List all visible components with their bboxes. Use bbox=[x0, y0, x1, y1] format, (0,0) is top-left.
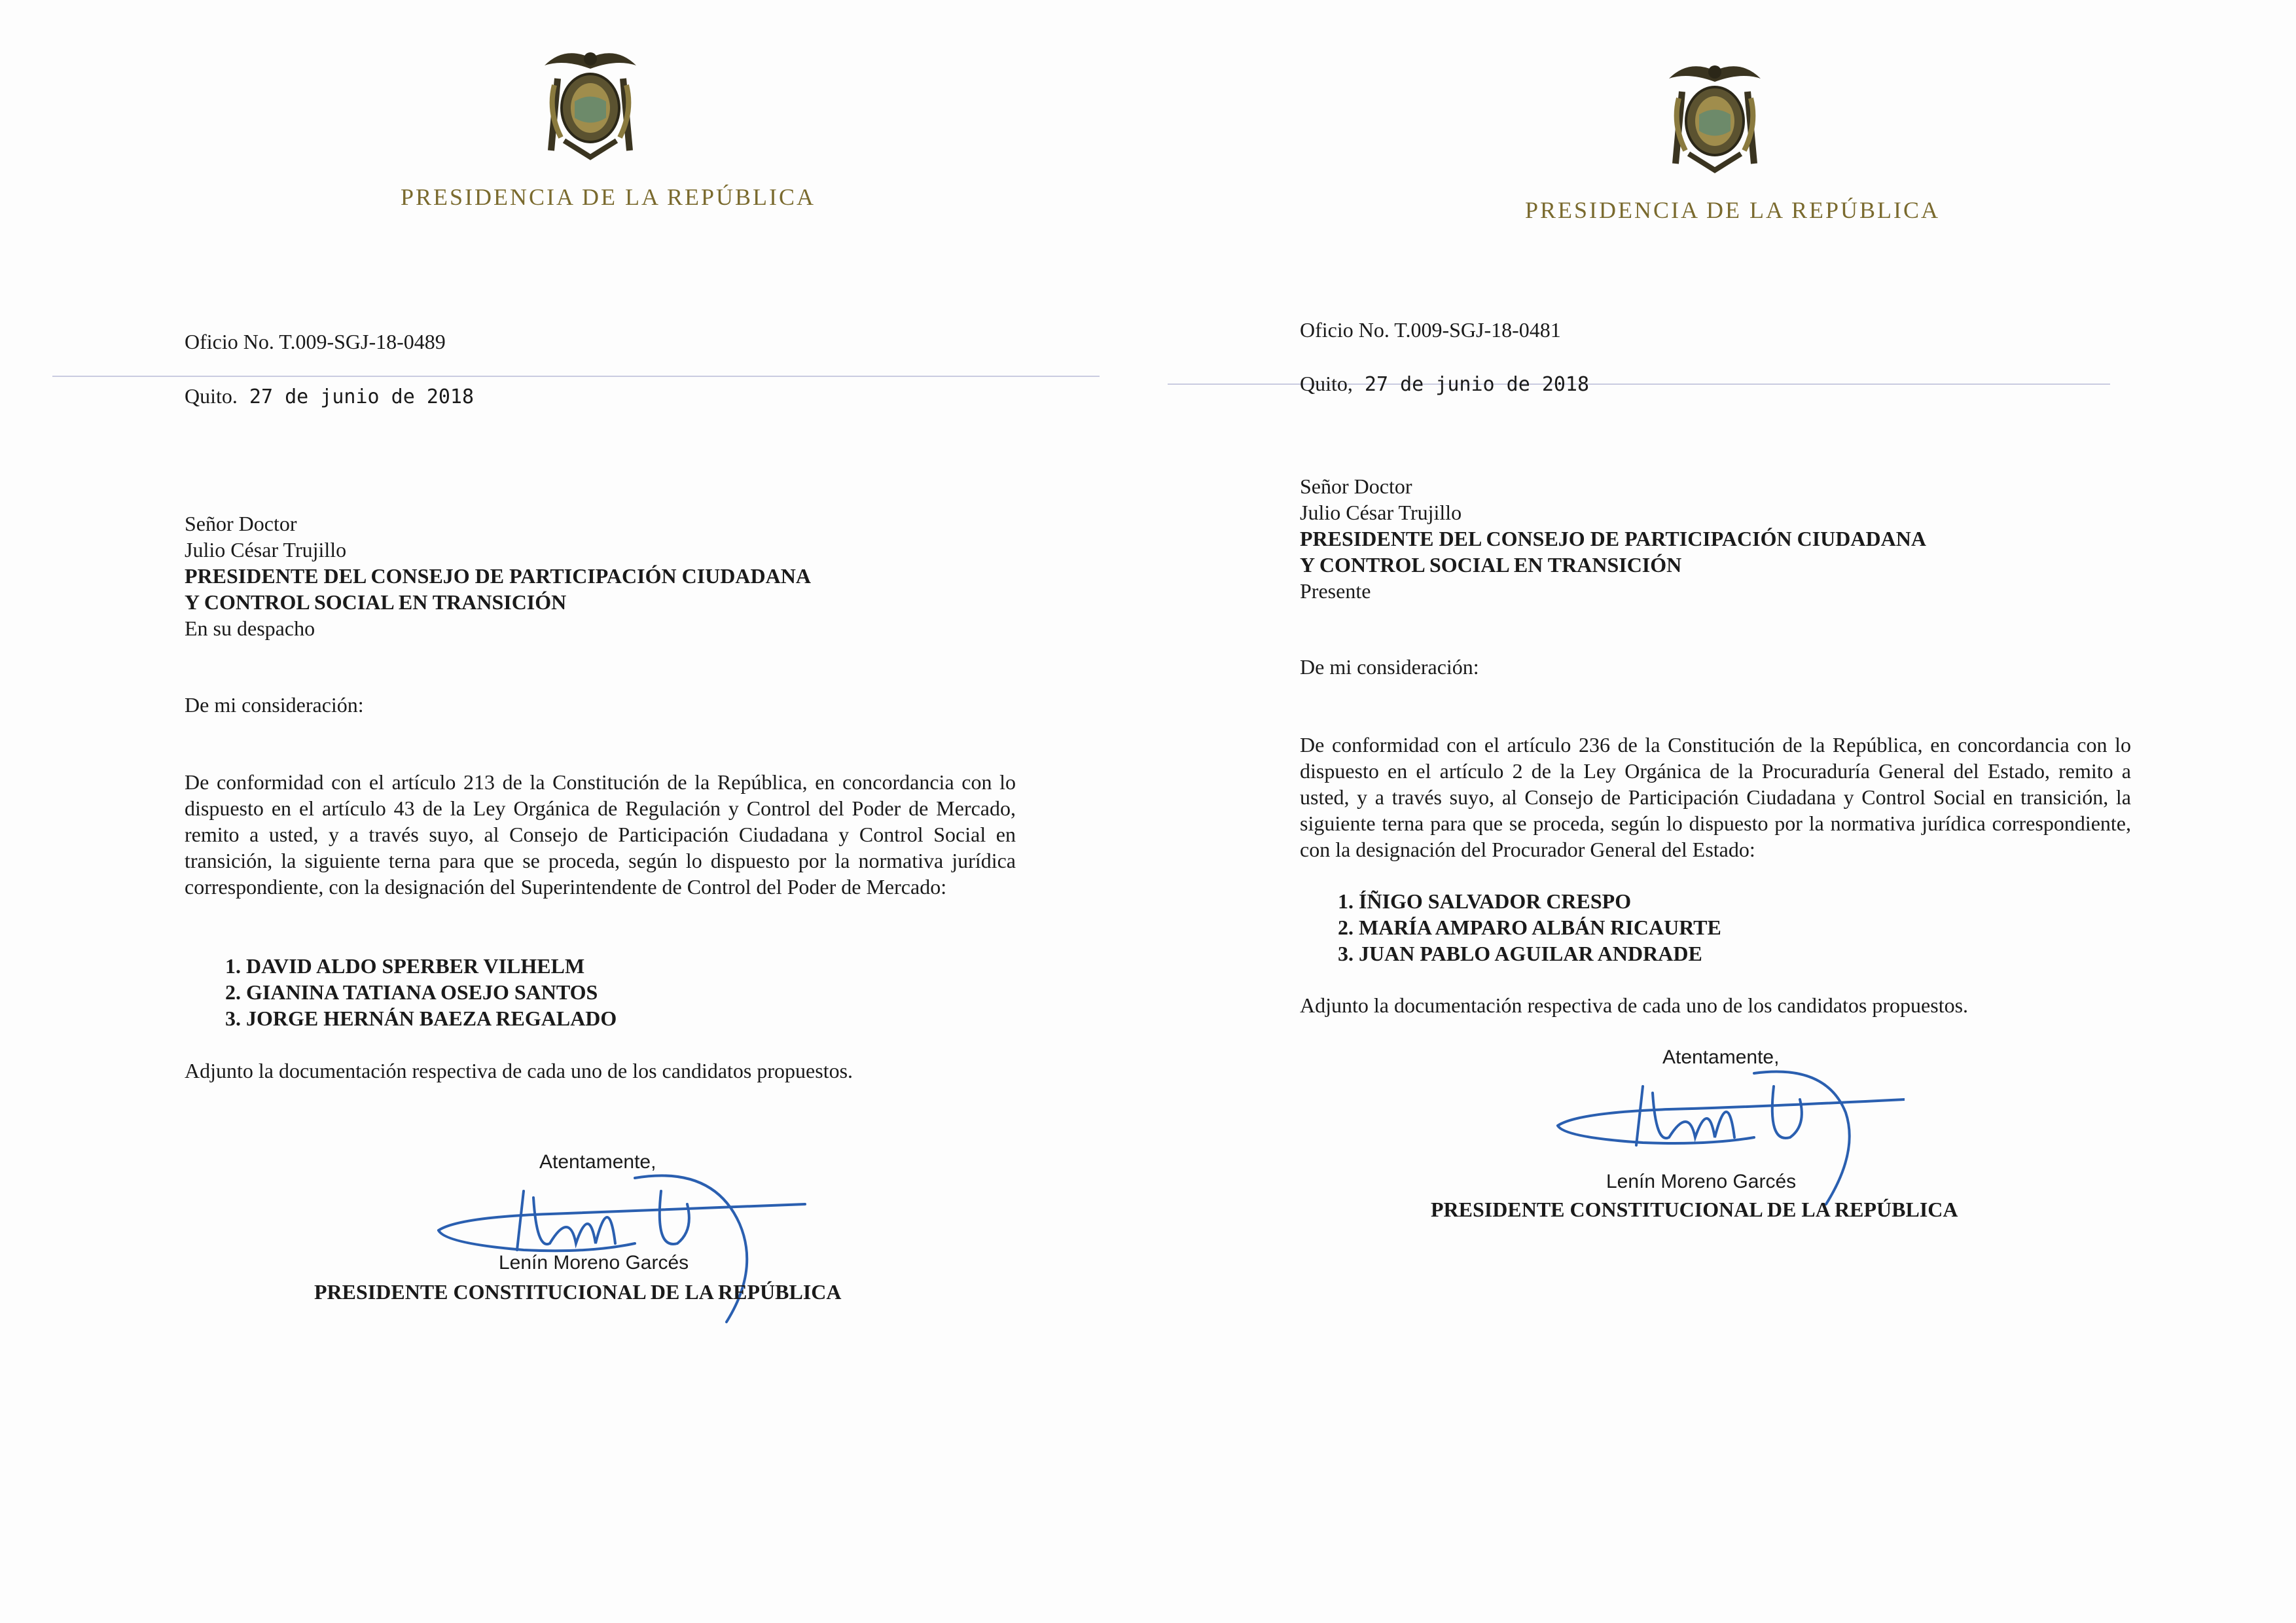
signer-name: Lenín Moreno Garcés bbox=[499, 1252, 689, 1274]
coat-of-arms-icon bbox=[1662, 52, 1767, 177]
recipient-office-line2: Y CONTROL SOCIAL EN TRANSICIÓN bbox=[185, 590, 567, 614]
candidate-list bbox=[1338, 888, 1721, 967]
attachment-note: Adjunto la documentación respectiva de cada uno de los candidatos propuestos. bbox=[185, 1059, 853, 1082]
closing: Atentamente, bbox=[539, 1151, 656, 1173]
oficio-number: Oficio No. T.009-SGJ-18-0489 bbox=[185, 330, 446, 353]
date-city: Quito. bbox=[185, 384, 238, 408]
recipient-name: Julio César Trujillo bbox=[185, 538, 347, 562]
date-city: Quito, bbox=[1300, 372, 1353, 395]
letter-body: De conformidad con el artículo 236 de la Constitución de la República, en concordancia con lo dispuesto en el artículo 2 de la Ley Orgánica de la Procuraduría General del Estado, remito a usted, y a través suyo, al Consejo de Participación Ciudadana y Control Social en transición, la siguiente terna para que se proceda, según lo dispuesto por la normativa jurídica correspondiente, con la designación del Procurador General del Estado: bbox=[1300, 733, 2131, 861]
date-stamp: 27 de junio de 2018 bbox=[249, 385, 475, 408]
recipient-office-line2: Y CONTROL SOCIAL EN TRANSICIÓN bbox=[1300, 553, 1682, 577]
date-line bbox=[185, 383, 474, 410]
coat-of-arms-icon bbox=[538, 39, 643, 164]
recipient-title: Señor Doctor bbox=[1300, 474, 1412, 498]
list-item: 2. GIANINA TATIANA OSEJO SANTOS bbox=[225, 980, 598, 1004]
recipient-location: Presente bbox=[1300, 579, 1371, 603]
signer-name: Lenín Moreno Garcés bbox=[1606, 1171, 1797, 1192]
list-item: 3. JORGE HERNÁN BAEZA REGALADO bbox=[225, 1007, 617, 1030]
divider bbox=[52, 376, 1100, 377]
recipient-name: Julio César Trujillo bbox=[1300, 501, 1462, 524]
list-item: 1. ÍÑIGO SALVADOR CRESPO bbox=[1338, 889, 1632, 913]
date-stamp: 27 de junio de 2018 bbox=[1364, 373, 1590, 396]
list-item: 3. JUAN PABLO AGUILAR ANDRADE bbox=[1338, 942, 1702, 965]
attachment-note: Adjunto la documentación respectiva de cada uno de los candidatos propuestos. bbox=[1300, 993, 1969, 1017]
candidate-list bbox=[225, 953, 617, 1031]
signer-title: PRESIDENTE CONSTITUCIONAL DE LA REPÚBLICA bbox=[1431, 1198, 1958, 1221]
recipient-location: En su despacho bbox=[185, 616, 315, 640]
greeting: De mi consideración: bbox=[185, 693, 364, 717]
recipient-title: Señor Doctor bbox=[185, 512, 297, 535]
date-line bbox=[1300, 370, 1589, 398]
letterhead-title: PRESIDENCIA DE LA REPÚBLICA bbox=[1525, 197, 1941, 223]
list-item: 2. MARÍA AMPARO ALBÁN RICAURTE bbox=[1338, 916, 1721, 939]
list-item: 1. DAVID ALDO SPERBER VILHELM bbox=[225, 954, 585, 978]
letter-body: De conformidad con el artículo 213 de la Constitución de la República, en concordancia con lo dispuesto en el artículo 43 de la Ley Orgánica de Regulación y Control del Poder de Mercado, remito a usted, y a través suyo, al Consejo de Participación Ciudadana y Control Social en transición, la siguiente terna para que se proceda, según lo dispuesto por la normativa jurídica correspondiente, con la designación del Superintendente de Control del Poder de Mercado: bbox=[185, 770, 1016, 899]
oficio-number: Oficio No. T.009-SGJ-18-0481 bbox=[1300, 318, 1561, 342]
signer-title: PRESIDENTE CONSTITUCIONAL DE LA REPÚBLICA bbox=[314, 1280, 842, 1304]
closing: Atentamente, bbox=[1662, 1046, 1780, 1068]
letterhead-title: PRESIDENCIA DE LA REPÚBLICA bbox=[401, 184, 816, 210]
recipient-office-line1: PRESIDENTE DEL CONSEJO DE PARTICIPACIÓN CIUDADANA bbox=[185, 564, 811, 588]
recipient-office-line1: PRESIDENTE DEL CONSEJO DE PARTICIPACIÓN CIUDADANA bbox=[1300, 527, 1926, 550]
letter-right bbox=[1148, 0, 2296, 1623]
greeting: De mi consideración: bbox=[1300, 655, 1479, 679]
